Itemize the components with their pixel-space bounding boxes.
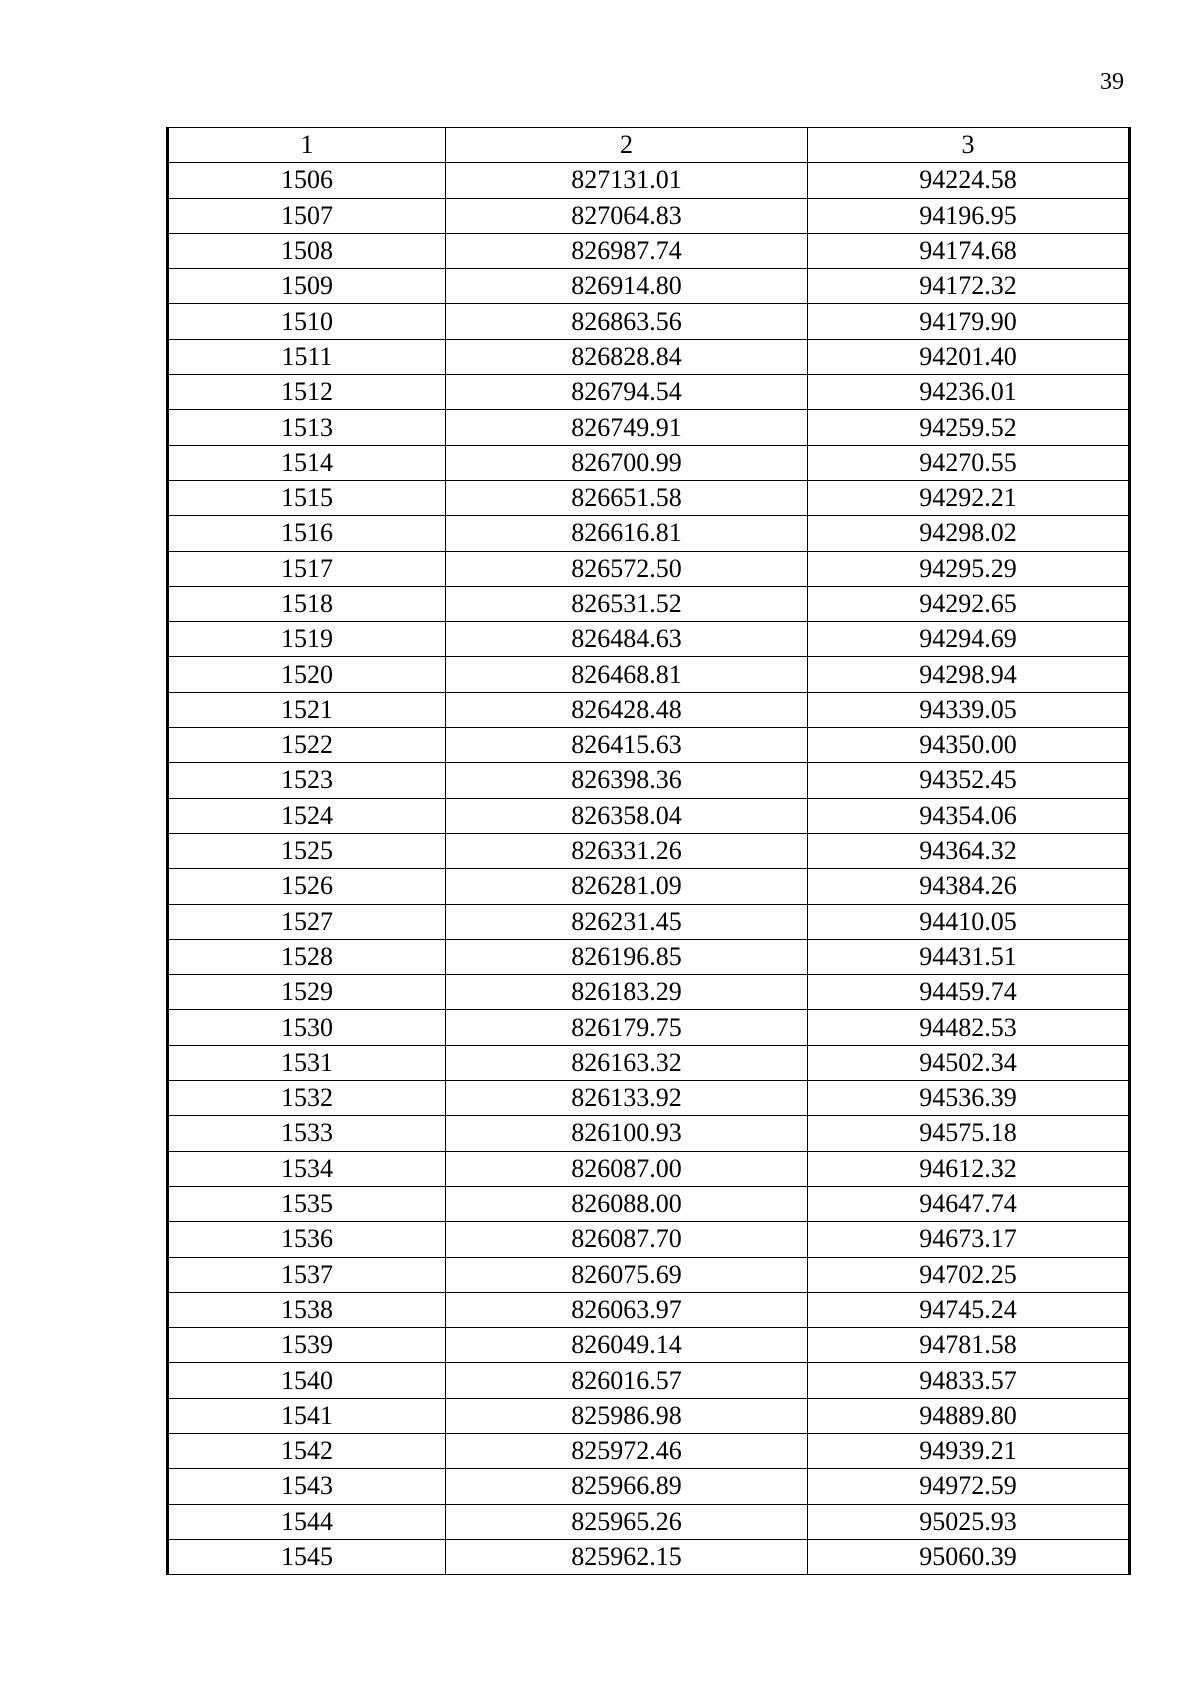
y-coordinate-cell: 94833.57 <box>808 1363 1130 1398</box>
y-coordinate-cell: 94939.21 <box>808 1433 1130 1468</box>
x-coordinate-cell: 826087.70 <box>446 1222 808 1257</box>
x-coordinate-cell: 825972.46 <box>446 1433 808 1468</box>
y-coordinate-cell: 94350.00 <box>808 728 1130 763</box>
y-coordinate-cell: 94575.18 <box>808 1116 1130 1151</box>
y-coordinate-cell: 94172.32 <box>808 269 1130 304</box>
y-coordinate-cell: 94702.25 <box>808 1257 1130 1292</box>
table-row <box>168 586 1130 621</box>
point-number-cell: 1531 <box>168 1045 446 1080</box>
point-number-cell: 1506 <box>168 163 446 198</box>
table-row <box>168 410 1130 445</box>
y-coordinate-cell: 94972.59 <box>808 1469 1130 1504</box>
page-number: 39 <box>1100 69 1124 95</box>
table-row <box>168 1469 1130 1504</box>
table-header-row <box>168 128 1130 163</box>
point-number-cell: 1518 <box>168 586 446 621</box>
x-coordinate-cell: 826828.84 <box>446 339 808 374</box>
x-coordinate-cell: 826183.29 <box>446 975 808 1010</box>
point-number-cell: 1529 <box>168 975 446 1010</box>
point-number-cell: 1508 <box>168 233 446 268</box>
y-coordinate-cell: 94459.74 <box>808 975 1130 1010</box>
x-coordinate-cell: 826016.57 <box>446 1363 808 1398</box>
y-coordinate-cell: 94354.06 <box>808 798 1130 833</box>
y-coordinate-cell: 94536.39 <box>808 1081 1130 1116</box>
table-row <box>168 1081 1130 1116</box>
point-number-cell: 1538 <box>168 1292 446 1327</box>
table-row <box>168 1398 1130 1433</box>
y-coordinate-cell: 94781.58 <box>808 1328 1130 1363</box>
table-row <box>168 375 1130 410</box>
point-number-cell: 1536 <box>168 1222 446 1257</box>
x-coordinate-cell: 826863.56 <box>446 304 808 339</box>
table-row <box>168 551 1130 586</box>
x-coordinate-cell: 826100.93 <box>446 1116 808 1151</box>
point-number-cell: 1513 <box>168 410 446 445</box>
table-row <box>168 163 1130 198</box>
x-coordinate-cell: 826700.99 <box>446 445 808 480</box>
x-coordinate-cell: 826428.48 <box>446 692 808 727</box>
table-row <box>168 198 1130 233</box>
y-coordinate-cell: 94482.53 <box>808 1010 1130 1045</box>
y-coordinate-cell: 94410.05 <box>808 904 1130 939</box>
y-coordinate-cell: 94673.17 <box>808 1222 1130 1257</box>
point-number-cell: 1534 <box>168 1151 446 1186</box>
point-number-cell: 1542 <box>168 1433 446 1468</box>
table-row <box>168 975 1130 1010</box>
table-row <box>168 798 1130 833</box>
x-coordinate-cell: 826049.14 <box>446 1328 808 1363</box>
x-coordinate-cell: 826088.00 <box>446 1186 808 1221</box>
column-header-1: 1 <box>168 128 446 163</box>
table-row <box>168 1257 1130 1292</box>
point-number-cell: 1544 <box>168 1504 446 1539</box>
x-coordinate-cell: 826531.52 <box>446 586 808 621</box>
point-number-cell: 1526 <box>168 869 446 904</box>
y-coordinate-cell: 94294.69 <box>808 622 1130 657</box>
x-coordinate-cell: 826987.74 <box>446 233 808 268</box>
y-coordinate-cell: 95060.39 <box>808 1539 1130 1574</box>
point-number-cell: 1507 <box>168 198 446 233</box>
y-coordinate-cell: 94889.80 <box>808 1398 1130 1433</box>
point-number-cell: 1532 <box>168 1081 446 1116</box>
y-coordinate-cell: 94174.68 <box>808 233 1130 268</box>
table-row <box>168 445 1130 480</box>
table-row <box>168 939 1130 974</box>
table-row <box>168 304 1130 339</box>
x-coordinate-cell: 826484.63 <box>446 622 808 657</box>
y-coordinate-cell: 94745.24 <box>808 1292 1130 1327</box>
point-number-cell: 1509 <box>168 269 446 304</box>
table-row <box>168 1328 1130 1363</box>
y-coordinate-cell: 94431.51 <box>808 939 1130 974</box>
table-row <box>168 728 1130 763</box>
table-row <box>168 1010 1130 1045</box>
x-coordinate-cell: 825966.89 <box>446 1469 808 1504</box>
table-row <box>168 233 1130 268</box>
table-row <box>168 1292 1130 1327</box>
table-row <box>168 1363 1130 1398</box>
column-header-2: 2 <box>446 128 808 163</box>
x-coordinate-cell: 826196.85 <box>446 939 808 974</box>
point-number-cell: 1525 <box>168 833 446 868</box>
y-coordinate-cell: 94298.94 <box>808 657 1130 692</box>
point-number-cell: 1519 <box>168 622 446 657</box>
point-number-cell: 1533 <box>168 1116 446 1151</box>
table-row <box>168 1116 1130 1151</box>
y-coordinate-cell: 94364.32 <box>808 833 1130 868</box>
x-coordinate-cell: 827064.83 <box>446 198 808 233</box>
x-coordinate-cell: 826063.97 <box>446 1292 808 1327</box>
x-coordinate-cell: 826075.69 <box>446 1257 808 1292</box>
point-number-cell: 1541 <box>168 1398 446 1433</box>
point-number-cell: 1520 <box>168 657 446 692</box>
y-coordinate-cell: 94298.02 <box>808 516 1130 551</box>
x-coordinate-cell: 826398.36 <box>446 763 808 798</box>
table-row <box>168 1222 1130 1257</box>
table-row <box>168 1186 1130 1221</box>
table-body <box>168 163 1130 1575</box>
table-row <box>168 480 1130 515</box>
point-number-cell: 1514 <box>168 445 446 480</box>
x-coordinate-cell: 826914.80 <box>446 269 808 304</box>
x-coordinate-cell: 825986.98 <box>446 1398 808 1433</box>
y-coordinate-cell: 94292.65 <box>808 586 1130 621</box>
point-number-cell: 1511 <box>168 339 446 374</box>
table-row <box>168 1539 1130 1574</box>
y-coordinate-cell: 94259.52 <box>808 410 1130 445</box>
point-number-cell: 1524 <box>168 798 446 833</box>
table-row <box>168 1045 1130 1080</box>
y-coordinate-cell: 94384.26 <box>808 869 1130 904</box>
y-coordinate-cell: 94224.58 <box>808 163 1130 198</box>
y-coordinate-cell: 94647.74 <box>808 1186 1130 1221</box>
column-header-3: 3 <box>808 128 1130 163</box>
point-number-cell: 1528 <box>168 939 446 974</box>
x-coordinate-cell: 825962.15 <box>446 1539 808 1574</box>
x-coordinate-cell: 826231.45 <box>446 904 808 939</box>
point-number-cell: 1543 <box>168 1469 446 1504</box>
x-coordinate-cell: 826331.26 <box>446 833 808 868</box>
table-row <box>168 904 1130 939</box>
point-number-cell: 1539 <box>168 1328 446 1363</box>
table-header <box>168 128 1130 163</box>
x-coordinate-cell: 826572.50 <box>446 551 808 586</box>
y-coordinate-cell: 94201.40 <box>808 339 1130 374</box>
point-number-cell: 1537 <box>168 1257 446 1292</box>
table-row <box>168 1433 1130 1468</box>
point-number-cell: 1512 <box>168 375 446 410</box>
x-coordinate-cell: 826179.75 <box>446 1010 808 1045</box>
point-number-cell: 1545 <box>168 1539 446 1574</box>
point-number-cell: 1527 <box>168 904 446 939</box>
x-coordinate-cell: 826358.04 <box>446 798 808 833</box>
table-row <box>168 269 1130 304</box>
point-number-cell: 1510 <box>168 304 446 339</box>
table-row <box>168 833 1130 868</box>
y-coordinate-cell: 95025.93 <box>808 1504 1130 1539</box>
point-number-cell: 1530 <box>168 1010 446 1045</box>
table-row <box>168 763 1130 798</box>
point-number-cell: 1521 <box>168 692 446 727</box>
x-coordinate-cell: 826281.09 <box>446 869 808 904</box>
y-coordinate-cell: 94502.34 <box>808 1045 1130 1080</box>
x-coordinate-cell: 826415.63 <box>446 728 808 763</box>
y-coordinate-cell: 94295.29 <box>808 551 1130 586</box>
y-coordinate-cell: 94179.90 <box>808 304 1130 339</box>
y-coordinate-cell: 94270.55 <box>808 445 1130 480</box>
table-row <box>168 869 1130 904</box>
coordinates-table <box>166 127 1131 1575</box>
point-number-cell: 1535 <box>168 1186 446 1221</box>
table-row <box>168 1504 1130 1539</box>
table-row <box>168 692 1130 727</box>
y-coordinate-cell: 94236.01 <box>808 375 1130 410</box>
y-coordinate-cell: 94352.45 <box>808 763 1130 798</box>
x-coordinate-cell: 825965.26 <box>446 1504 808 1539</box>
x-coordinate-cell: 826163.32 <box>446 1045 808 1080</box>
point-number-cell: 1516 <box>168 516 446 551</box>
point-number-cell: 1522 <box>168 728 446 763</box>
x-coordinate-cell: 826651.58 <box>446 480 808 515</box>
point-number-cell: 1517 <box>168 551 446 586</box>
point-number-cell: 1540 <box>168 1363 446 1398</box>
x-coordinate-cell: 827131.01 <box>446 163 808 198</box>
table-row <box>168 516 1130 551</box>
table-row <box>168 622 1130 657</box>
x-coordinate-cell: 826468.81 <box>446 657 808 692</box>
x-coordinate-cell: 826087.00 <box>446 1151 808 1186</box>
table-row <box>168 1151 1130 1186</box>
y-coordinate-cell: 94196.95 <box>808 198 1130 233</box>
y-coordinate-cell: 94339.05 <box>808 692 1130 727</box>
x-coordinate-cell: 826794.54 <box>446 375 808 410</box>
table-row <box>168 339 1130 374</box>
x-coordinate-cell: 826749.91 <box>446 410 808 445</box>
x-coordinate-cell: 826133.92 <box>446 1081 808 1116</box>
point-number-cell: 1523 <box>168 763 446 798</box>
y-coordinate-cell: 94292.21 <box>808 480 1130 515</box>
table-row <box>168 657 1130 692</box>
point-number-cell: 1515 <box>168 480 446 515</box>
x-coordinate-cell: 826616.81 <box>446 516 808 551</box>
y-coordinate-cell: 94612.32 <box>808 1151 1130 1186</box>
